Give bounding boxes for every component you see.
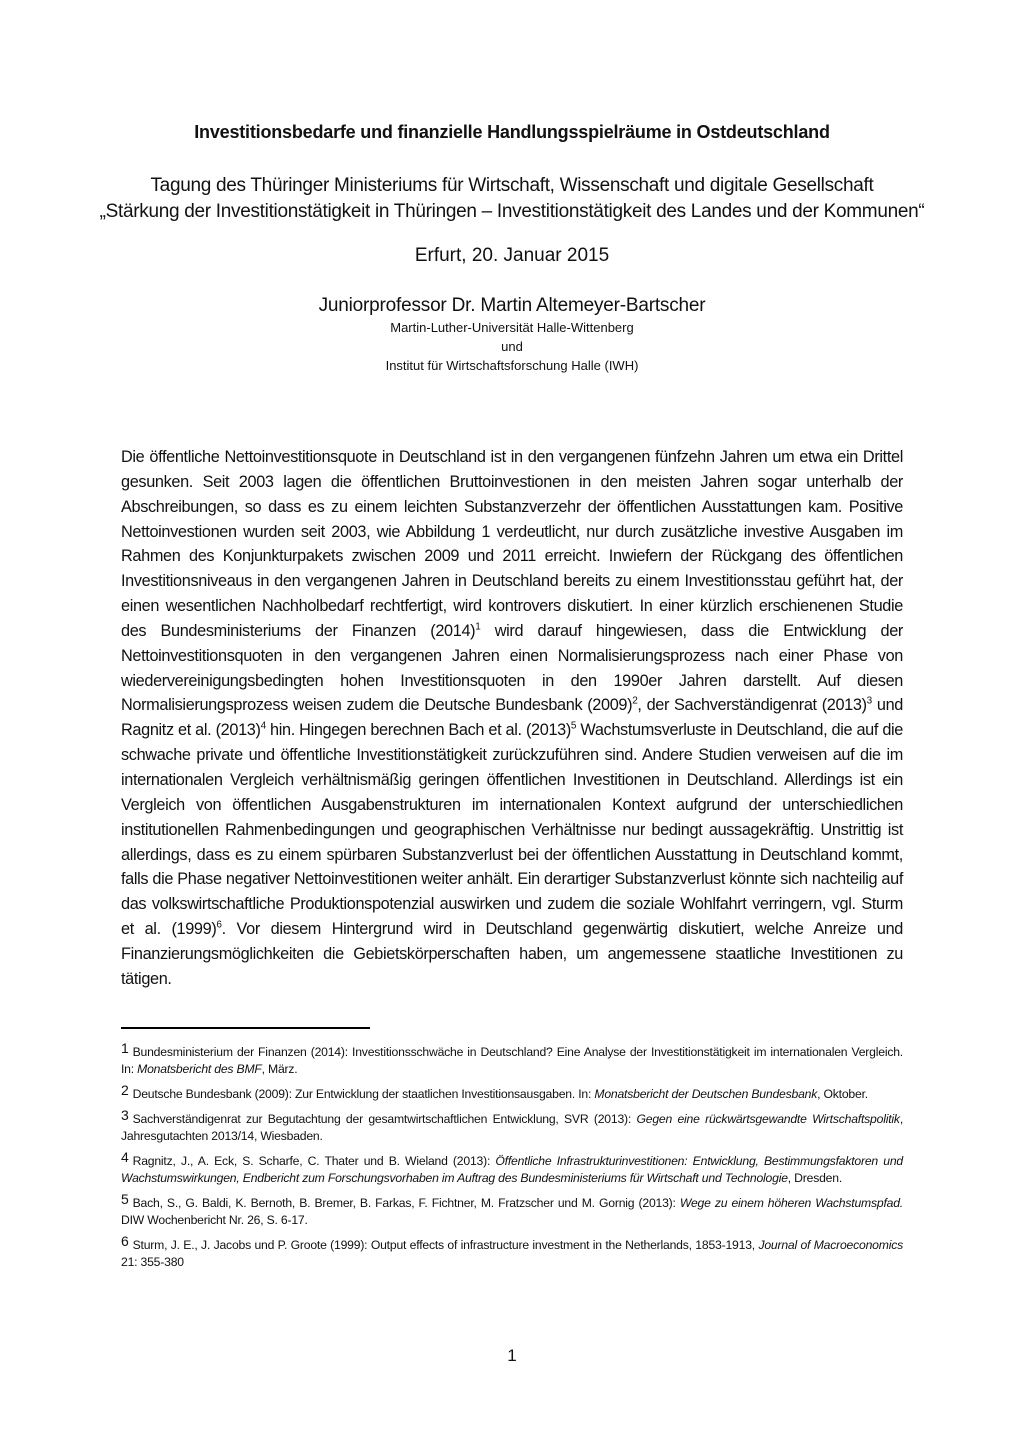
- footnote-text: Ragnitz, J., A. Eck, S. Scharfe, C. Thater und B. Wieland (2013):: [132, 1154, 496, 1168]
- footnote: [121, 1233, 903, 1271]
- footnote-ref-6: 6: [216, 919, 222, 931]
- body-text: hin. Hingegen berechnen Bach et al. (2013): [265, 721, 571, 740]
- footnote-text: Bundesministerium der Finanzen (2014): Investitionsschwäche in Deutschland? Eine Analyse der Investitionstätigkeit im internationalen Vergleich. In:: [121, 1045, 903, 1076]
- footnote-text: , Dresden.: [787, 1171, 843, 1185]
- body-text: , der Sachverständigenrat (2013): [637, 696, 867, 715]
- author-name: Juniorprofessor Dr. Martin Altemeyer-Bartscher: [318, 295, 706, 316]
- footnote-text: , Jahresgutachten 2013/14, Wiesbaden.: [121, 1112, 903, 1143]
- footnotes: [121, 1040, 903, 1275]
- affiliation-institute: Institut für Wirtschaftsforschung Halle (IWH): [385, 358, 639, 373]
- footnote: [121, 1149, 903, 1187]
- footnote-italic: Journal of Macroeconomics: [758, 1238, 904, 1252]
- footnote-text: Sachverständigenrat zur Begutachtung der gesamtwirtschaftlichen Entwicklung, SVR (2013):: [132, 1112, 637, 1126]
- footnote-number: 3: [121, 1107, 129, 1123]
- footnote-italic: Wege zu einem höheren Wachstumspfad.: [679, 1196, 903, 1210]
- body-text: Die öffentliche Nettoinvestitionsquote in Deutschland ist in den vergangenen fünfzehn Jahren um etwa ein Drittel gesunken. Seit 2003 lagen die öffentlichen Bruttoinvestionen in den meisten Jahren sogar unterhalb der Abschreibungen, so dass es zu einem leichten Substanzverzehr der öffentlichen Ausstattungen kam. Positive Nettoinvestionen wurden seit 2003, wie Abbildung 1 verdeutlicht, nur durch zusätzliche investive Ausgaben im Rahmen des Konjunkturpakets zwischen 2009 und 2011 erreicht. Inwiefern der Rückgang des öffentlichen Investitionsniveaus in den vergangenen Jahren in Deutschland bereits zu einem Investitionsstau geführt hat, der einen wesentlichen Nachholbedarf rechtfertigt, wird kontrovers diskutiert. In einer kürzlich erschienenen Studie des Bundesministeriums der Finanzen (2014): [121, 448, 903, 640]
- footnote-ref-5: 5: [570, 720, 577, 732]
- footnote-ref-1: 1: [475, 621, 481, 633]
- footnote-text: , März.: [261, 1062, 298, 1076]
- footnote: [121, 1040, 903, 1078]
- footnote-number: 2: [121, 1082, 129, 1098]
- footnote-text: 21: 355-380: [121, 1255, 184, 1269]
- footnote-ref-4: 4: [260, 720, 266, 732]
- footnote: [121, 1191, 903, 1229]
- footnote-number: 4: [121, 1149, 129, 1165]
- footnote-ref-3: 3: [866, 696, 872, 708]
- page-number: 1: [507, 1346, 517, 1365]
- footnote-text: Bach, S., G. Baldi, K. Bernoth, B. Bremer, B. Farkas, F. Fichtner, M. Fratzscher und M. Gornig (2013):: [132, 1196, 680, 1210]
- footnote-italic: Monatsbericht des BMF: [137, 1062, 262, 1076]
- conference-line-1: Tagung des Thüringer Ministeriums für Wirtschaft, Wissenschaft und digitale Gesellschaft: [150, 175, 874, 196]
- footnote-italic: Gegen eine rückwärtsgewandte Wirtschaftspolitik: [636, 1112, 900, 1126]
- body-text: . Vor diesem Hintergrund wird in Deutschland gegenwärtig diskutiert, welche Anreize und Finanzierungsmöglichkeiten die Gebietskörperschaften haben, um angemessene staatliche Investitionen zu tätigen.: [121, 920, 903, 988]
- body-text: und Ragnitz et al. (2013): [121, 696, 903, 740]
- footnote-separator: [121, 1027, 370, 1029]
- footnote-text: Deutsche Bundesbank (2009): Zur Entwicklung der staatlichen Investitionsausgaben. In:: [132, 1087, 595, 1101]
- conference-line-2: „Stärkung der Investitionstätigkeit in Thüringen – Investitionstätigkeit des Landes und der Kommunen“: [99, 201, 925, 222]
- affiliation-university: Martin-Luther-Universität Halle-Wittenberg: [390, 320, 634, 335]
- affiliation-conjunction: und: [501, 339, 523, 354]
- footnote-ref-2: 2: [632, 696, 638, 708]
- footnote-text: Sturm, J. E., J. Jacobs und P. Groote (1999): Output effects of infrastructure investment in the Netherlands, 1853-1913,: [132, 1238, 759, 1252]
- footnote-number: 1: [121, 1040, 129, 1056]
- footnote-text: DIW Wochenbericht Nr. 26, S. 6-17.: [121, 1213, 308, 1227]
- body-text: wird darauf hingewiesen, dass die Entwicklung der Nettoinvestitionsquoten in den vergangenen Jahren einen Normalisierungsprozess nach einer Phase von wiedervereinigungsbedingten hohen Investitionsquoten in den 1990er Jahren darstellt. Auf diesen Normalisierungsprozess weisen zudem die Deutsche Bundesbank (2009): [121, 621, 903, 715]
- event-date: Erfurt, 20. Januar 2015: [414, 245, 610, 266]
- footnote-text: , Oktober.: [817, 1087, 868, 1101]
- footnote: [121, 1082, 903, 1103]
- body-text: Wachstumsverluste in Deutschland, die auf die schwache private und öffentliche Investitionstätigkeit zurückzuführen sind. Andere Studien verweisen auf die im internationalen Vergleich verhältnismäßig geringen öffentlichen Investitionen in Deutschland. Allerdings ist ein Vergleich von öffentlichen Ausgabenstrukturen im internationalen Kontext aufgrund der unterschiedlichen institutionellen Rahmenbedingungen und geographischen Verhältnisse nur bedingt aussagekräftig. Unstrittig ist allerdings, dass es zu einem spürbaren Substanzverlust bei der öffentlichen Ausstattung in Deutschland kommt, falls die Phase negativer Nettoinvestitionen weiter anhält. Ein derartiger Substanzverlust könnte sich nachteilig auf das volkswirtschaftliche Produktionspotenzial auswirken und zudem die soziale Wohlfahrt verringern, vgl. Sturm et al. (1999): [121, 721, 903, 939]
- body-paragraph: [121, 445, 903, 992]
- footnote-italic: Öffentliche Infrastrukturinvestitionen: Entwicklung, Bestimmungsfaktoren und Wachstumswirkungen, Endbericht zum Forschungsvorhaben im Auftrag des Bundesministeriums für Wirtschaft und Technologie: [121, 1154, 903, 1185]
- footnote-italic: Monatsbericht der Deutschen Bundesbank: [594, 1087, 818, 1101]
- footnote-number: 5: [121, 1191, 129, 1207]
- footnote-number: 6: [121, 1233, 129, 1249]
- document-title: Investitionsbedarfe und finanzielle Handlungsspielräume in Ostdeutschland: [194, 122, 830, 142]
- footnote: [121, 1107, 903, 1145]
